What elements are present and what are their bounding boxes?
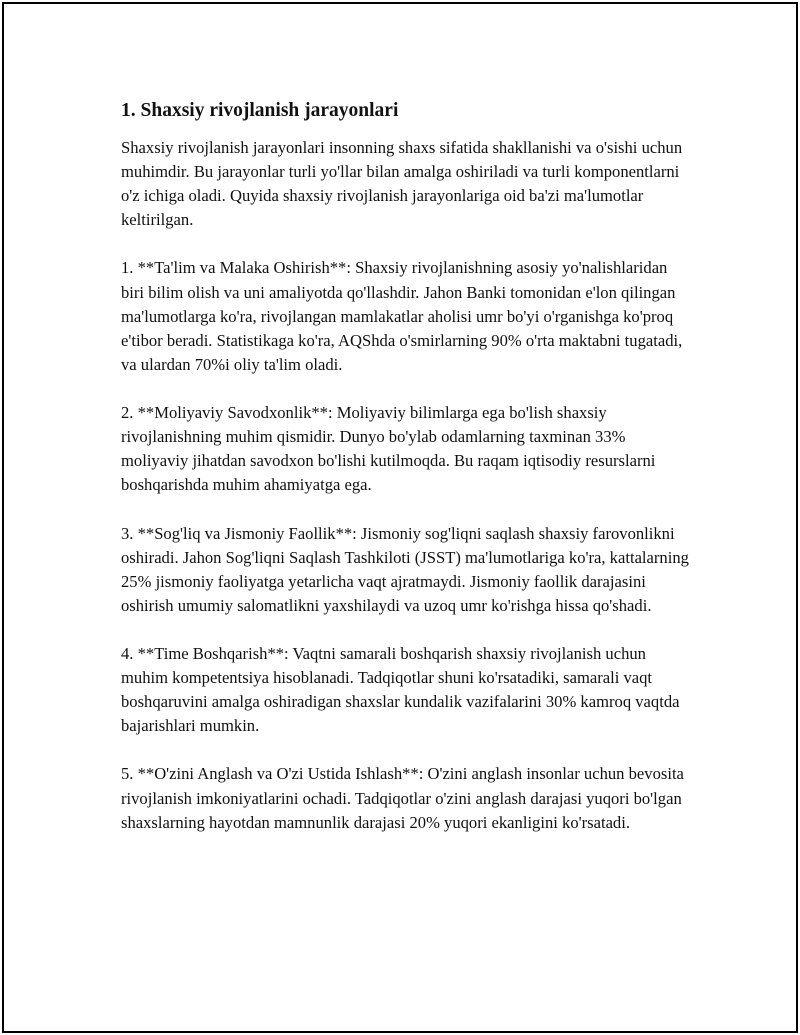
point-3-paragraph: 3. **Sog'liq va Jismoniy Faollik**: Jismoniy sog'liqni saqlash shaxsiy farovonlikni oshiradi. Jahon Sog'liqni Saqlash Tashkiloti (JSST) ma'lumotlariga ko'ra, kattalarning 25% jismoniy faoliyatga yetarlicha vaqt ajratmaydi. Jismoniy faollik darajasini oshirish umumiy salomatlikni yaxshilaydi va uzoq umr ko'rishga hissa qo'shadi. xyxy=(121,523,689,615)
document-body xyxy=(121,98,691,859)
intro-paragraph: Shaxsiy rivojlanish jarayonlari insonning shaxs sifatida shakllanishi va o'sishi uchun muhimdir. Bu jarayonlar turli yo'llar bilan amalga oshiriladi va turli komponentlarni o'z ichiga oladi. Quyida shaxsiy rivojlanish jarayonlariga oid ba'zi ma'lumotlar keltirilgan. xyxy=(121,138,683,230)
point-1-paragraph: 1. **Ta'lim va Malaka Oshirish**: Shaxsiy rivojlanishning asosiy yo'nalishlaridan biri bilim olish va uni amaliyotda qo'llashdir. Jahon Banki tomonidan e'lon qilingan ma'lumotlarga ko'ra, rivojlangan mamlakatlar aholisi umr bo'yi o'rganishga ko'proq e'tibor beradi. Statistikaga ko'ra, AQShda o'smirlarning 90% o'rta maktabni tugatadi, va ulardan 70%i oliy ta'lim oladi. xyxy=(121,258,683,374)
page-frame xyxy=(2,2,798,1033)
point-4-paragraph: 4. **Time Boshqarish**: Vaqtni samarali boshqarish shaxsiy rivojlanish uchun muhim kompetentsiya hisoblanadi. Tadqiqotlar shuni ko'rsatadiki, samarali vaqt boshqaruvini amalga oshiradigan shaxslar kundalik vazifalarini 30% kamroq vaqtda bajarishlari mumkin. xyxy=(121,643,680,736)
section-heading: 1. Shaxsiy rivojlanish jarayonlari xyxy=(121,100,399,121)
point-2-paragraph: 2. **Moliyaviy Savodxonlik**: Moliyaviy bilimlarga ega bo'lish shaxsiy rivojlanishning muhim qismidir. Dunyo bo'ylab odamlarning taxminan 33% moliyaviy jihatdan savodxon bo'lishi kutilmoqda. Bu raqam iqtisodiy resurslarni boshqarishda muhim ahamiyatga ega. xyxy=(121,403,656,495)
point-5-paragraph: 5. **O'zini Anglash va O'zi Ustida Ishlash**: O'zini anglash insonlar uchun bevosita rivojlanish imkoniyatlarini ochadi. Tadqiqotlar o'zini anglash darajasi yuqori bo'lgan shaxslarning hayotdan mamnunlik darajasi 20% yuqori ekanligini ko'rsatadi. xyxy=(121,764,684,832)
